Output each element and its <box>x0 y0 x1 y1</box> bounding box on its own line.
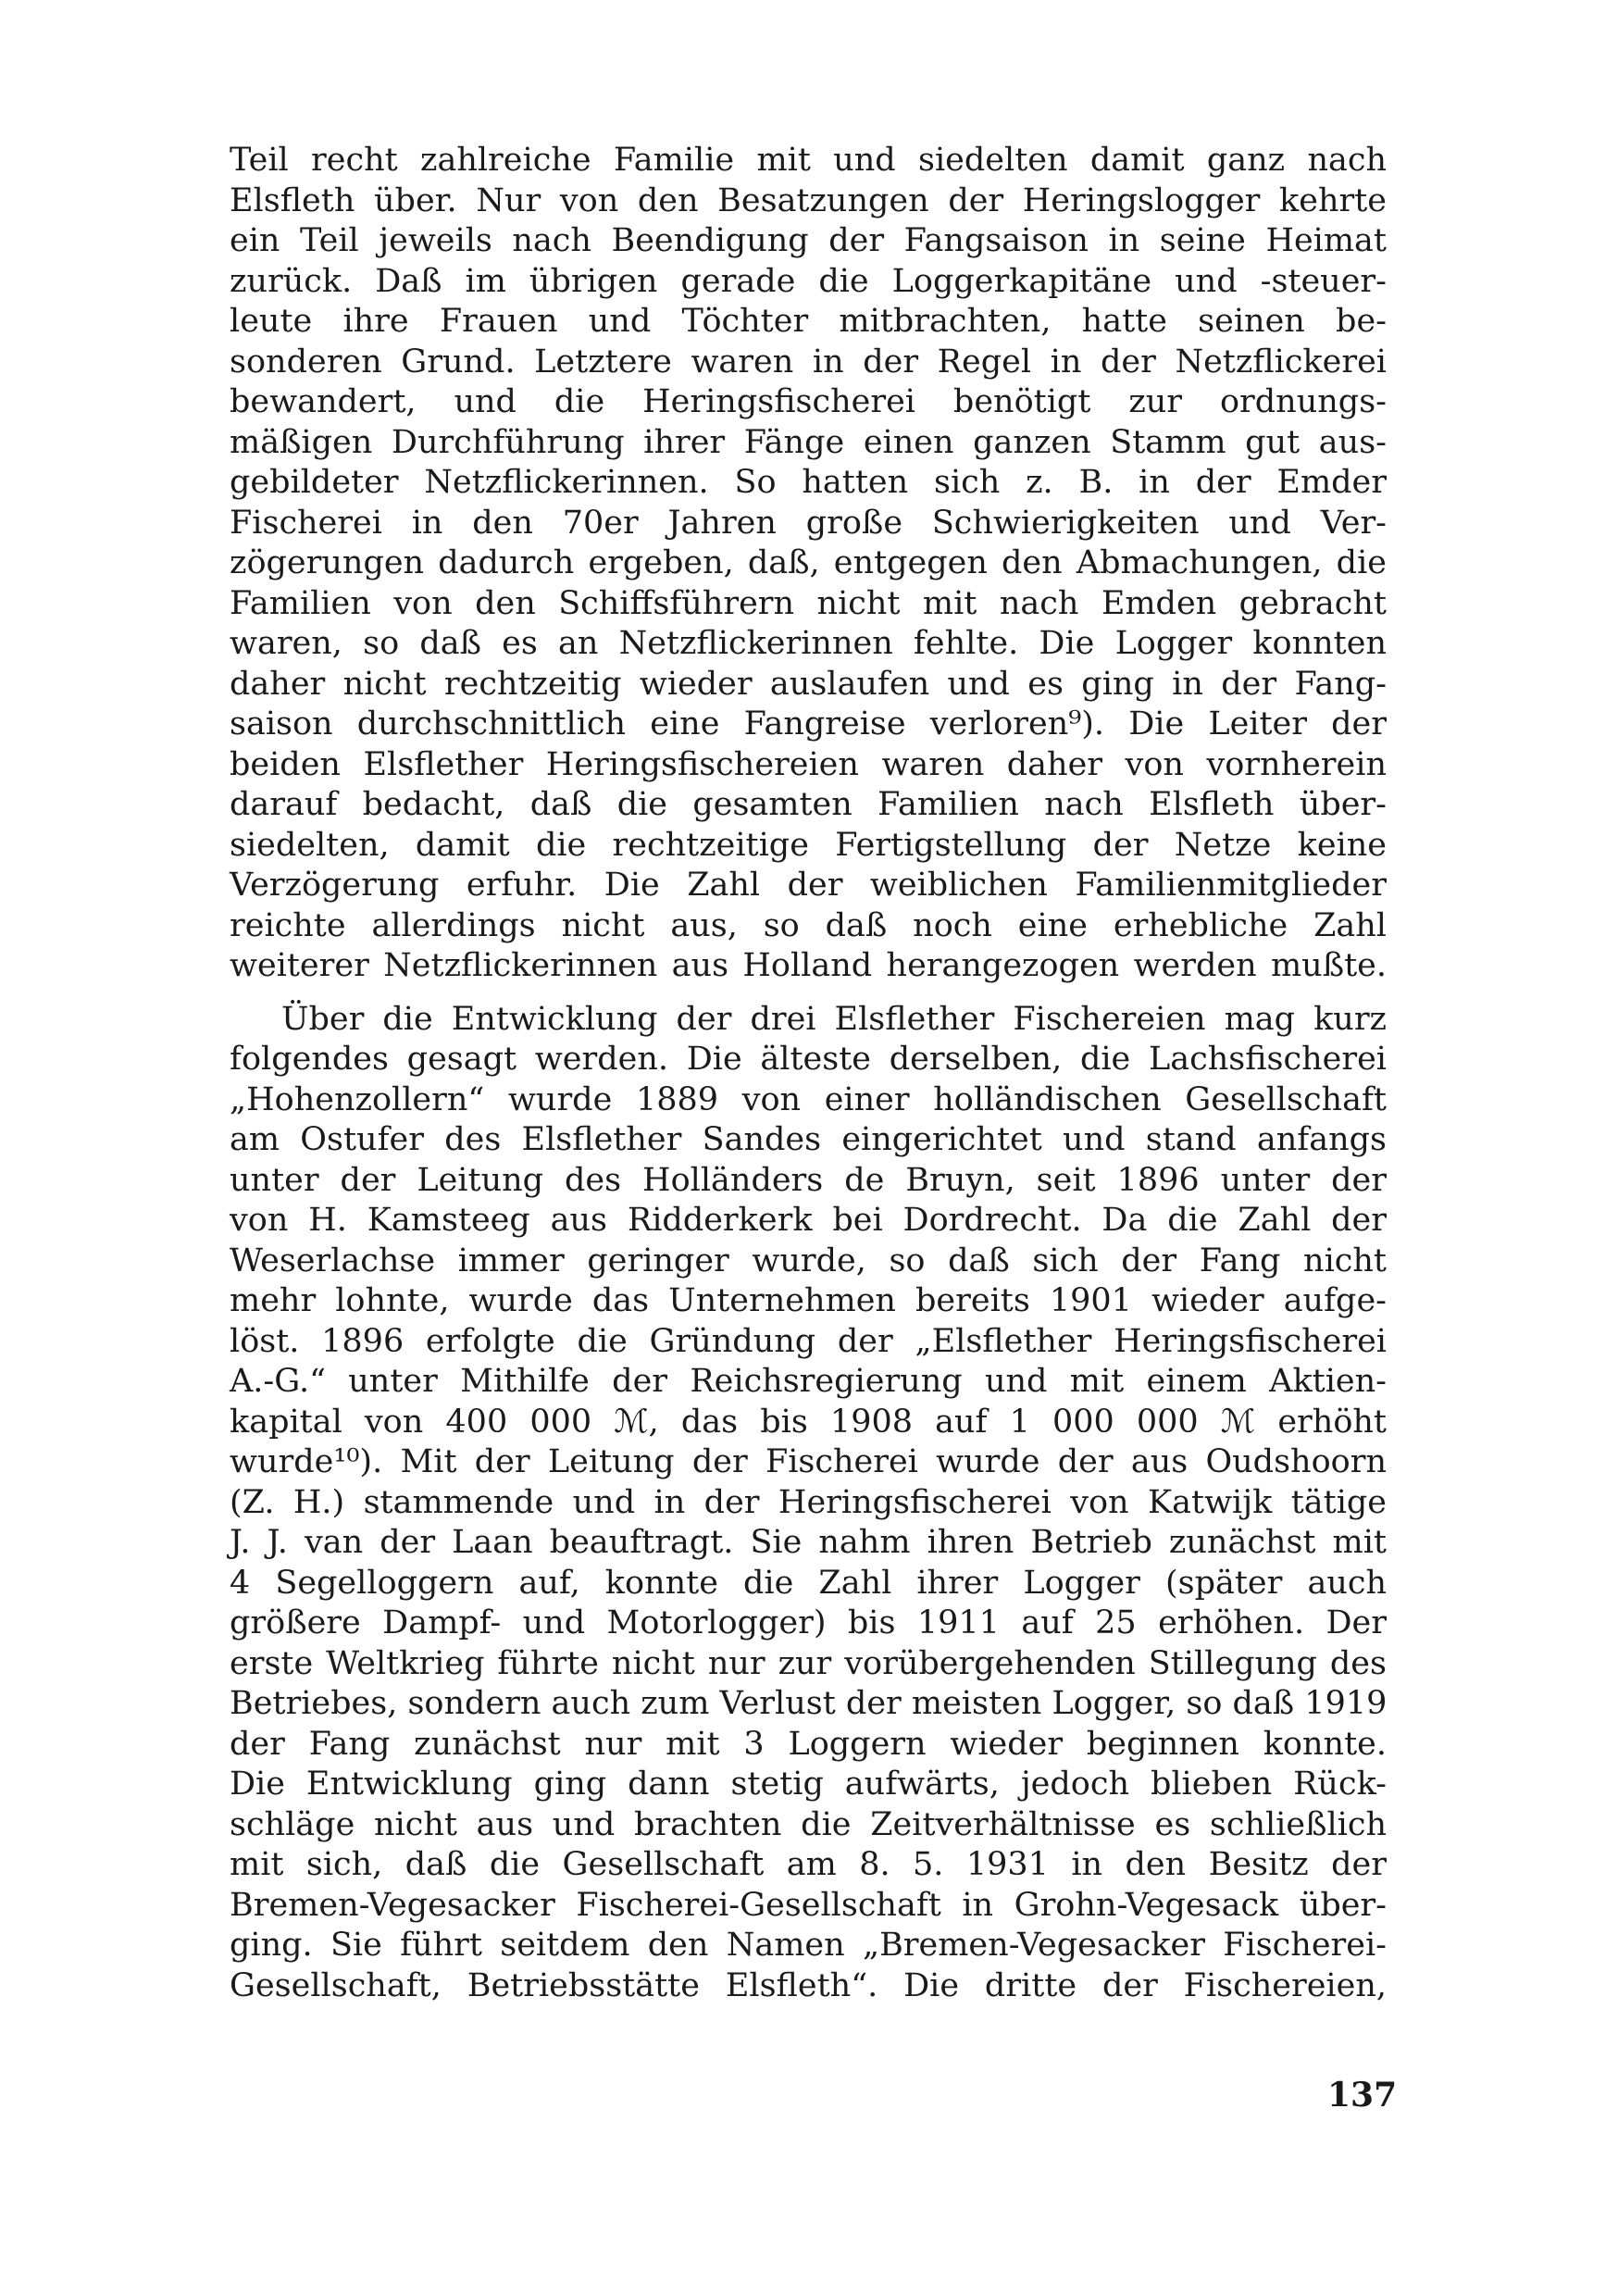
text-line: mehr lohnte, wurde das Unternehmen bereits 1901 wieder aufge- <box>230 1282 1387 1319</box>
text-line: zögerungen dadurch ergeben, daß, entgegen den Abmachungen, die <box>230 544 1387 581</box>
text-line: reichte allerdings nicht aus, so daß noch eine erhebliche Zahl <box>230 906 1387 944</box>
text-line: ein Teil jeweils nach Beendigung der Fangsaison in seine Heimat <box>230 222 1387 259</box>
text-line: der Fang zunächst nur mit 3 Loggern wieder beginnen konnte. <box>230 1725 1387 1763</box>
main-text <box>230 141 1387 2006</box>
text-line: waren, so daß es an Netzflickerinnen fehlte. Die Logger konnten <box>230 625 1387 662</box>
text-line: bewandert, und die Heringsfischerei benötigt zur ordnungs- <box>230 383 1387 420</box>
text-line: Fischerei in den 70er Jahren große Schwierigkeiten und Ver- <box>230 504 1387 542</box>
text-line: darauf bedacht, daß die gesamten Familien nach Elsfleth über- <box>230 786 1387 823</box>
paragraph-2 <box>230 1000 1387 2007</box>
paragraph-gap <box>230 987 1387 1000</box>
text-line: saison durchschnittlich eine Fangreise verloren⁹). Die Leiter der <box>230 705 1387 742</box>
text-line: Über die Entwicklung der drei Elsflether Fischereien mag kurz <box>281 1000 1387 1038</box>
text-line: zurück. Daß im übrigen gerade die Loggerkapitäne und -steuer- <box>230 262 1387 300</box>
text-line: unter der Leitung des Holländers de Bruyn, seit 1896 unter der <box>230 1161 1387 1199</box>
paragraph-1 <box>230 141 1387 987</box>
text-line: mäßigen Durchführung ihrer Fänge einen ganzen Stamm gut aus- <box>230 423 1387 461</box>
text-line: am Ostufer des Elsflether Sandes eingerichtet und stand anfangs <box>230 1121 1387 1158</box>
text-line: 4 Segelloggern auf, konnte die Zahl ihrer Logger (später auch <box>230 1564 1387 1602</box>
text-line: Elsfleth über. Nur von den Besatzungen der Heringslogger kehrte <box>230 181 1387 219</box>
text-line: Teil recht zahlreiche Familie mit und siedelten damit ganz nach <box>230 142 1387 179</box>
text-line: weiterer Netzflickerinnen aus Holland herangezogen werden mußte. <box>230 947 1387 984</box>
text-line: Betriebes, sondern auch zum Verlust der meisten Logger, so daß 1919 <box>230 1685 1388 1722</box>
text-line: beiden Elsflether Heringsfischereien waren daher von vornherein <box>230 745 1387 783</box>
text-line: Weserlachse immer geringer wurde, so daß sich der Fang nicht <box>230 1242 1387 1279</box>
text-line: Familien von den Schiffsführern nicht mit nach Emden gebracht <box>230 584 1387 622</box>
text-line: sonderen Grund. Letztere waren in der Regel in der Netzflickerei <box>230 343 1387 381</box>
text-line: erste Weltkrieg führte nicht nur zur vorübergehenden Stillegung des <box>230 1644 1387 1682</box>
text-line: daher nicht rechtzeitig wieder auslaufen und es ging in der Fang- <box>230 665 1387 703</box>
text-line: mit sich, daß die Gesellschaft am 8. 5. 1931 in den Besitz der <box>230 1846 1387 1883</box>
text-line: siedelten, damit die rechtzeitige Fertigstellung der Netze keine <box>230 826 1387 864</box>
text-line: von H. Kamsteeg aus Ridderkerk bei Dordrecht. Da die Zahl der <box>230 1202 1387 1239</box>
text-line: Gesellschaft, Betriebsstätte Elsfleth“. Die dritte der Fischereien, <box>230 1966 1387 2004</box>
text-line: leute ihre Frauen und Töchter mitbrachten, hatte seinen be- <box>230 303 1387 340</box>
text-line: löst. 1896 erfolgte die Gründung der „Elsflether Heringsfischerei <box>230 1322 1387 1360</box>
text-line: A.-G.“ unter Mithilfe der Reichsregierung und mit einem Aktien- <box>230 1363 1387 1400</box>
text-line: ging. Sie führt seitdem den Namen „Bremen-Vegesacker Fischerei- <box>230 1927 1387 1964</box>
text-line: „Hohenzollern“ wurde 1889 von einer holländischen Gesellschaft <box>230 1080 1387 1118</box>
text-line: Verzögerung erfuhr. Die Zahl der weiblichen Familienmitglieder <box>230 867 1387 904</box>
text-line: wurde¹⁰). Mit der Leitung der Fischerei wurde der aus Oudshoorn <box>230 1443 1387 1480</box>
text-line: folgendes gesagt werden. Die älteste derselben, die Lachsfischerei <box>230 1041 1387 1078</box>
text-line: kapital von 400 000 ℳ, das bis 1908 auf 1 000 000 ℳ erhöht <box>230 1403 1387 1441</box>
text-line: (Z. H.) stammende und in der Heringsfischerei von Katwijk tätige <box>230 1483 1387 1521</box>
text-line: schläge nicht aus und brachten die Zeitverhältnisse es schließlich <box>230 1805 1387 1843</box>
text-line: Die Entwicklung ging dann stetig aufwärts, jedoch blieben Rück- <box>230 1766 1387 1803</box>
text-line: gebildeter Netzflickerinnen. So hatten sich z. B. in der Emder <box>230 464 1387 501</box>
page-number: 137 <box>1327 2076 1398 2115</box>
text-line: größere Dampf- und Motorlogger) bis 1911 auf 25 erhöhen. Der <box>230 1604 1387 1641</box>
text-line: J. J. van der Laan beauftragt. Sie nahm ihren Betrieb zunächst mit <box>230 1524 1387 1561</box>
text-line: Bremen-Vegesacker Fischerei-Gesellschaft in Grohn-Vegesack über- <box>230 1886 1387 1924</box>
